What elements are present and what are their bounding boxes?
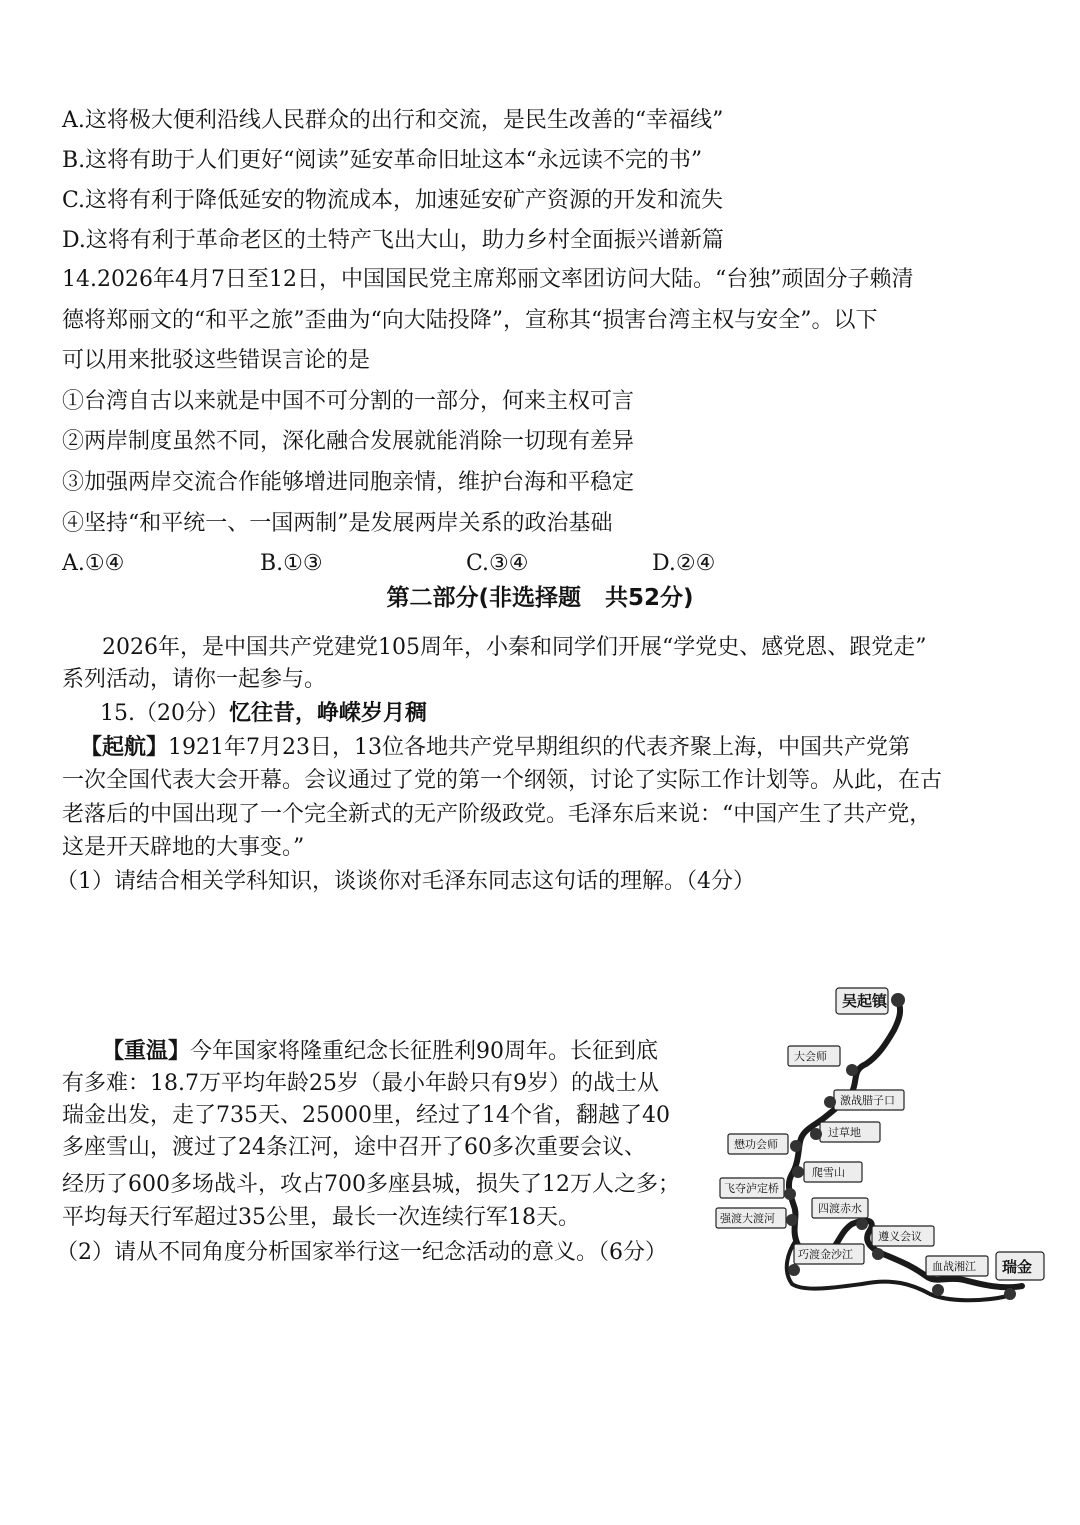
qihang-label: 【起航】	[80, 735, 169, 760]
q15-title: 忆往昔，峥嵘岁月稠	[228, 701, 427, 726]
chongwen-line-1	[102, 1037, 658, 1067]
qihang-line-3: 老落后的中国出现了一个完全新式的无产阶级政党。毛泽东后来说：“中国产生了共产党，	[62, 802, 932, 827]
qihang-line-1	[80, 733, 910, 763]
svg-text:四渡赤水: 四渡赤水	[818, 1202, 862, 1215]
stop-ruijin	[996, 1252, 1044, 1300]
stop-jinshajiang	[788, 1244, 864, 1276]
intro-line-2: 系列活动，请你一起参与。	[62, 667, 327, 692]
svg-text:强渡大渡河: 强渡大渡河	[720, 1212, 775, 1225]
q15-number: 15.（20分）	[100, 701, 229, 726]
stop-luding	[720, 1178, 796, 1200]
part2-title: 第二部分(非选择题	[386, 585, 581, 611]
q13-option-a: A.这将极大便利沿线人民群众的出行和交流，是民生改善的“幸福线”	[62, 108, 724, 133]
stop-daduhe	[716, 1208, 798, 1228]
q14-stem-line-3: 可以用来批驳这些错误言论的是	[62, 348, 371, 373]
part2-heading	[0, 582, 1080, 614]
stop-wuqizhen	[836, 988, 905, 1014]
stop-xiangjiang	[926, 1256, 988, 1296]
q13-option-d: D.这将有利于革命老区的土特产飞出大山，助力乡村全面振兴谱新篇	[62, 228, 724, 253]
q15-sub2: （2）请从不同角度分析国家举行这一纪念活动的意义。（6分）	[56, 1240, 667, 1265]
q14-choice-a: A.①④	[62, 551, 125, 576]
stop-xueshan	[792, 1162, 862, 1182]
q14-stem-line-2: 德将郑丽文的“和平之旅”歪曲为“向大陆投降”，宣称其“损害台湾主权与安全”。以下	[62, 308, 878, 333]
stop-chishui	[812, 1198, 868, 1230]
q14-statement-3: ③加强两岸交流合作能够增进同胞亲情，维护台海和平稳定	[62, 470, 635, 495]
qihang-line-2: 一次全国代表大会开幕。会议通过了党的第一个纲领，讨论了实际工作计划等。从此，在古	[62, 768, 943, 793]
q14-choice-c: C.③④	[466, 551, 529, 576]
q14-statement-2: ②两岸制度虽然不同，深化融合发展就能消除一切现有差异	[62, 429, 635, 454]
qihang-text-1: 1921年7月23日，13位各地共产党早期组织的代表齐聚上海，中国共产党第	[168, 735, 910, 760]
stop-maogong	[728, 1134, 802, 1154]
intro-line-1: 2026年，是中国共产党建党105周年，小秦和同学们开展“学党史、感党恩、跟党走”	[102, 635, 927, 660]
svg-text:过草地: 过草地	[828, 1126, 861, 1139]
q14-choice-b: B.①③	[260, 551, 323, 576]
q14-statement-4: ④坚持“和平统一、一国两制”是发展两岸关系的政治基础	[62, 511, 613, 536]
chongwen-label: 【重温】	[102, 1039, 191, 1064]
q15-sub1: （1）请结合相关学科知识，谈谈你对毛泽东同志这句话的理解。（4分）	[56, 869, 755, 894]
svg-text:吴起镇: 吴起镇	[842, 992, 888, 1010]
svg-text:血战湘江: 血战湘江	[932, 1260, 976, 1273]
chongwen-line-2: 有多难：18.7万平均年龄25岁（最小年龄只有9岁）的战士从	[62, 1071, 659, 1096]
svg-text:大会师: 大会师	[794, 1050, 827, 1063]
q14-statement-1: ①台湾自古以来就是中国不可分割的一部分，何来主权可言	[62, 389, 635, 414]
q13-option-c: C.这将有利于降低延安的物流成本，加速延安矿产资源的开发和流失	[62, 188, 724, 213]
q14-stem-line-1: 14.2026年4月7日至12日，中国国民党主席郑丽文率团访问大陆。“台独”顽固分子赖清	[62, 267, 914, 292]
part2-score: 共52分)	[604, 585, 694, 611]
stop-caodi	[810, 1122, 880, 1142]
long-march-route-map	[712, 984, 1052, 1308]
svg-text:爬雪山: 爬雪山	[812, 1166, 845, 1179]
q14-choice-d: D.②④	[652, 551, 716, 576]
svg-text:遵义会议: 遵义会议	[878, 1230, 922, 1243]
svg-text:瑞金: 瑞金	[1002, 1258, 1033, 1276]
stop-dahuishi	[788, 1046, 858, 1076]
svg-text:激战腊子口: 激战腊子口	[840, 1094, 895, 1107]
chongwen-line-6: 平均每天行军超过35公里，最长一次连续行军18天。	[62, 1205, 580, 1230]
chongwen-text-1: 今年国家将隆重纪念长征胜利90周年。长征到底	[190, 1039, 659, 1064]
qihang-line-4: 这是开天辟地的大事变。”	[62, 835, 305, 860]
q15-header	[100, 699, 427, 729]
stop-lazikou	[824, 1090, 904, 1110]
stop-zunyi	[872, 1226, 934, 1260]
q13-option-b: B.这将有助于人们更好“阅读”延安革命旧址这本“永远读不完的书”	[62, 148, 703, 173]
chongwen-line-5: 经历了600多场战斗，攻占700多座县城，损失了12万人之多；	[62, 1172, 680, 1197]
chongwen-line-3: 瑞金出发，走了735天、25000里，经过了14个省，翻越了40	[62, 1103, 670, 1128]
svg-text:懋功会师: 懋功会师	[734, 1138, 778, 1151]
chongwen-line-4: 多座雪山，渡过了24条江河，途中召开了60多次重要会议、	[62, 1135, 646, 1160]
svg-text:巧渡金沙江: 巧渡金沙江	[798, 1248, 853, 1261]
svg-text:飞夺泸定桥: 飞夺泸定桥	[724, 1182, 779, 1195]
